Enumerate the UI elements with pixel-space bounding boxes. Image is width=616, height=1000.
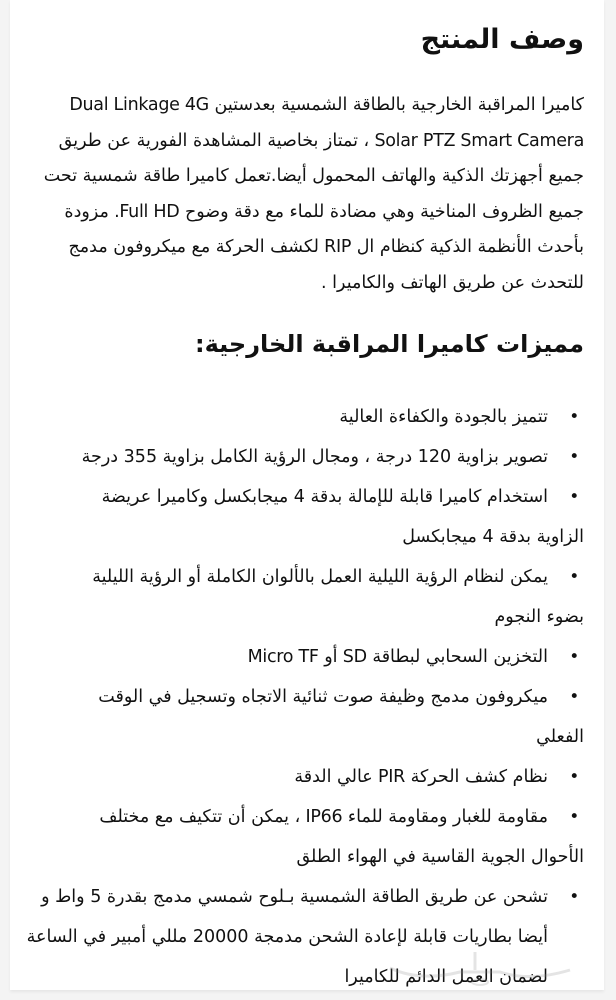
feature-text-continuation: بضوء النجوم	[494, 607, 584, 627]
feature-item	[24, 437, 584, 477]
feature-item	[24, 677, 584, 757]
bullet-icon: •	[569, 447, 579, 467]
content	[10, 0, 604, 997]
feature-text: يمكن لنظام الرؤية الليلية العمل بالألوان الكاملة أو الرؤية الليلية	[92, 567, 548, 587]
feature-item	[24, 877, 584, 997]
product-description-paragraph: كاميرا المراقبة الخارجية بالطاقة الشمسية بعدستين Dual Linkage 4G Solar PTZ Smart Camera ، تمتاز بخاصية المشاهدة الفورية عن طريق جميع أجهزتك الذكية والهاتف المحمول أيضا.تعمل كاميرا طاقة شمسية تحت جميع الظروف المناخية وهي مضادة للماء مع دقة وضوح Full HD. مزودة بأحدث الأنظمة الذكية كنظام ال RIP لكشف الحركة مع ميكروفون مدمج للتحدث عن طريق الهاتف والكاميرا .	[43, 95, 584, 293]
feature-item	[24, 797, 584, 877]
feature-text-continuation: الفعلي	[536, 727, 584, 747]
bullet-icon: •	[569, 687, 579, 707]
feature-text-continuation: الأحوال الجوية القاسية في الهواء الطلق	[296, 847, 584, 867]
feature-text: تصوير بزاوية 120 درجة ، ومجال الرؤية الكامل بزاوية 355 درجة	[81, 447, 548, 467]
feature-text: نظام كشف الحركة PIR عالي الدقة	[294, 767, 548, 787]
feature-text: تشحن عن طريق الطاقة الشمسية بـلوح شمسي مدمج بقدرة 5 واط و أيضا بطاريات قابلة لإعادة الشحن مدمجة 20000 مللي أمبير في الساعة لضمان العمل الدائم للكاميرا	[26, 887, 548, 987]
bullet-icon: •	[569, 647, 579, 667]
feature-item	[24, 757, 584, 797]
feature-text: تتميز بالجودة والكفاءة العالية	[339, 407, 548, 427]
feature-text-continuation: الزاوية بدقة 4 ميجابكسل	[402, 527, 584, 547]
feature-item	[24, 637, 584, 677]
bullet-icon: •	[569, 567, 579, 587]
feature-item	[24, 477, 584, 557]
bullet-icon: •	[569, 407, 579, 427]
feature-text: التخزين السحابي لبطاقة SD أو Micro TF	[247, 647, 548, 667]
bullet-icon: •	[569, 807, 579, 827]
product-description-card	[10, 0, 604, 990]
feature-text: مقاومة للغبار ومقاومة للماء IP66 ، يمكن أن تتكيف مع مختلف	[99, 807, 548, 827]
bullet-icon: •	[569, 767, 579, 787]
feature-item	[24, 557, 584, 637]
section-title-features: مميزات كاميرا المراقبة الخارجية:	[194, 330, 584, 358]
features-list	[24, 397, 584, 997]
feature-item	[24, 397, 584, 437]
feature-text: استخدام كاميرا قابلة للإمالة بدقة 4 ميجابكسل وكاميرا عريضة	[101, 487, 548, 507]
bullet-icon: •	[569, 887, 579, 907]
section-title-product-description: وصف المنتج	[420, 24, 584, 55]
bullet-icon: •	[569, 487, 579, 507]
feature-text: ميكروفون مدمج وظيفة صوت ثنائية الاتجاه وتسجيل في الوقت	[98, 687, 548, 707]
